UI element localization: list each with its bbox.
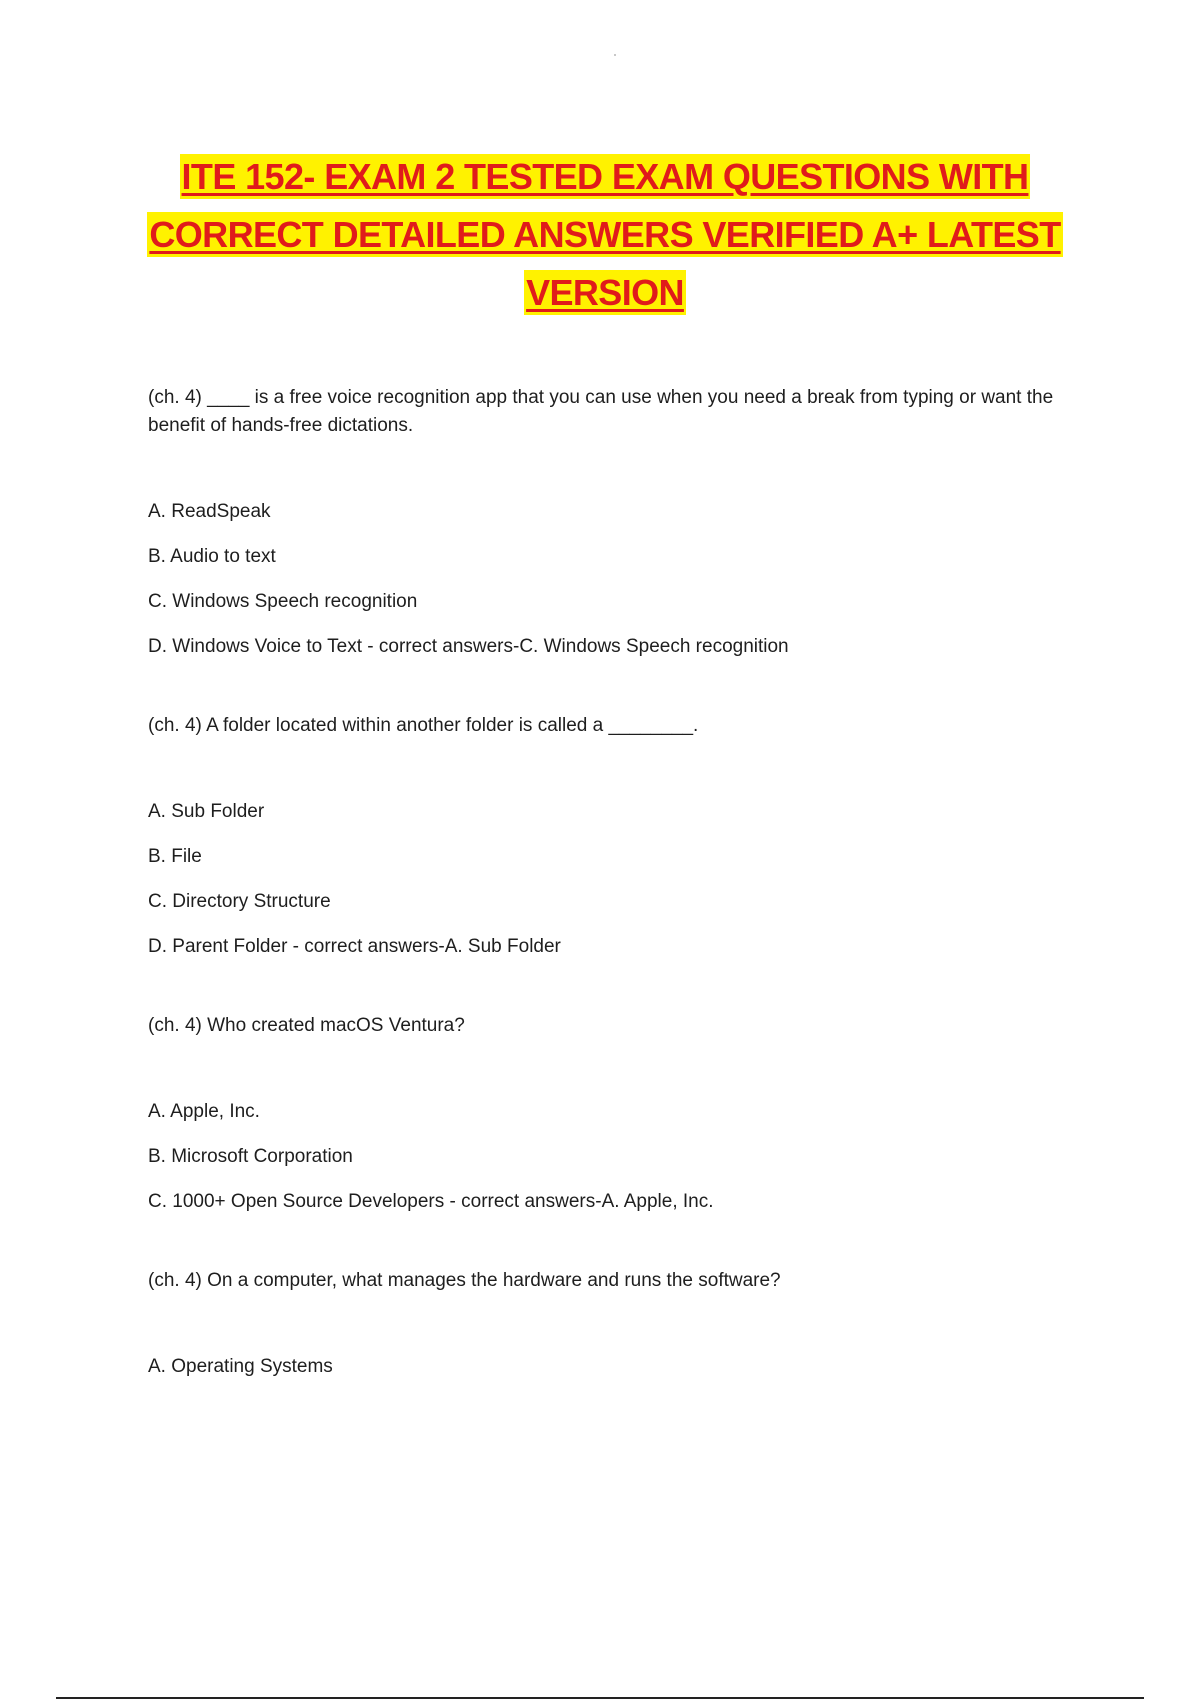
document-title [130, 148, 1080, 322]
question-block [148, 712, 1088, 978]
page-mark [614, 54, 616, 56]
answer-option: C. Directory Structure [148, 891, 331, 912]
title-line-2: CORRECT DETAILED ANSWERS VERIFIED A+ LATEST [149, 214, 1061, 255]
question-text: (ch. 4) ____ is a free voice recognition app that you can use when you need a break from typing or want the benefit of hands-free dictations. [148, 387, 1054, 436]
answer-options [148, 1353, 1088, 1398]
question-block [148, 384, 1088, 678]
footer-rule [56, 1697, 1144, 1699]
title-line-1: ITE 152- EXAM 2 TESTED EXAM QUESTIONS WITH [181, 156, 1029, 197]
answer-option: A. Sub Folder [148, 801, 265, 822]
answer-option: A. Apple, Inc. [148, 1101, 260, 1122]
answer-option: B. Audio to text [148, 546, 276, 567]
answer-option: A. ReadSpeak [148, 501, 271, 522]
question-block [148, 1012, 1088, 1233]
answer-option: C. Windows Speech recognition [148, 591, 418, 612]
answer-option: A. Operating Systems [148, 1356, 333, 1377]
question-block [148, 1267, 1088, 1398]
answer-options [148, 498, 1088, 678]
answer-option: D. Windows Voice to Text - correct answers-C. Windows Speech recognition [148, 636, 789, 657]
answer-option: C. 1000+ Open Source Developers - correct answers-A. Apple, Inc. [148, 1191, 714, 1212]
title-line-3: VERSION [526, 272, 684, 313]
answer-options [148, 1098, 1088, 1233]
question-text: (ch. 4) On a computer, what manages the hardware and runs the software? [148, 1270, 781, 1291]
answer-option: B. Microsoft Corporation [148, 1146, 353, 1167]
answer-option: B. File [148, 846, 202, 867]
question-text: (ch. 4) A folder located within another folder is called a ________. [148, 715, 699, 736]
question-text: (ch. 4) Who created macOS Ventura? [148, 1015, 465, 1036]
answer-option: D. Parent Folder - correct answers-A. Sub Folder [148, 936, 561, 957]
question-list [148, 384, 1088, 1398]
answer-options [148, 798, 1088, 978]
